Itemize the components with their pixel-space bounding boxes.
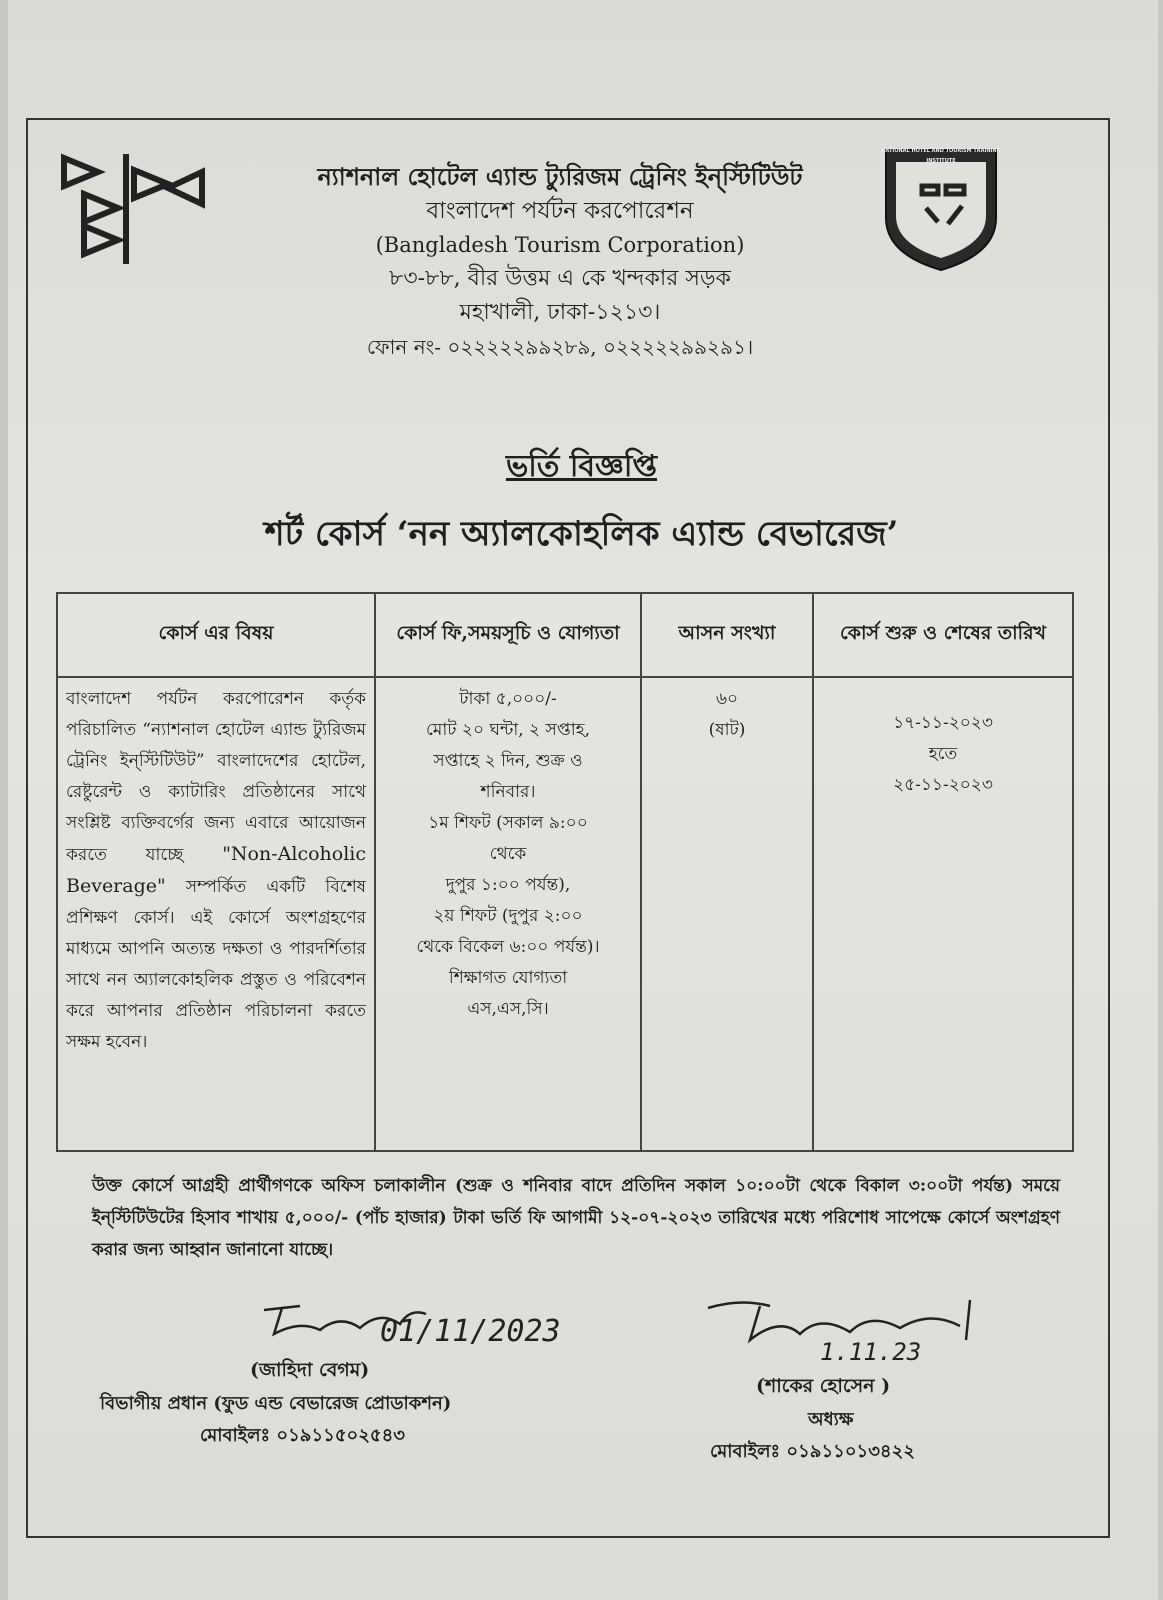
bpc-logo-icon (58, 148, 208, 270)
address-line-2: মহাখালী, ঢাকা-১২১৩। (459, 300, 661, 325)
handwritten-date-right: 1.11.23 (820, 1338, 922, 1366)
header-seats: আসন সংখ্যা (641, 593, 813, 677)
fee-cell (375, 677, 641, 1151)
subject-cell (57, 677, 375, 1151)
fee-line: ১ম শিফট (সকাল ৯:০০ (428, 813, 588, 833)
fee-line: টাকা ৫,০০০/- (459, 689, 557, 709)
seats-count: ৬০ (715, 689, 739, 709)
fee-line: থেকে (489, 844, 527, 864)
corporation-name-en: (Bangladesh Tourism Corporation) (375, 233, 745, 257)
signature-block-right (700, 1296, 1020, 1468)
signer-name-right: (শাকের হোসেন ) (756, 1375, 891, 1397)
signer-designation-left: বিভাগীয় প্রধান (ফুড এন্ড বেভারেজ প্রোডাকশন) (100, 1393, 452, 1414)
fee-line: শিক্ষাগত যোগ্যতা (448, 968, 568, 988)
fee-line: এস,এস,সি। (467, 999, 549, 1019)
handwritten-date-left: 01/11/2023 (380, 1314, 561, 1349)
fee-line: ২য় শিফট (দুপুর ২:০০ (433, 906, 583, 926)
date-end: ২৫-১১-২০২৩ (893, 775, 993, 795)
org-name: ন্যাশনাল হোটেল এ্যান্ড ট্যুরিজম ট্রেনিং ইন্‌স্টিটিউট (317, 162, 803, 191)
logo-right-caption: NATIONAL HOTEL AND TOURISM TRAINING INSTITUTE (881, 148, 1001, 164)
subject-text-2: সম্পর্কিত একটি বিশেষ প্রশিক্ষণ কোর্স। এই কোর্সে অংশগ্রহণের মাধ্যমে আপনি অত্যন্ত দক্ষতা ও পারদর্শিতার সাথে নন অ্যালকোহলিক প্রস্তুত ও পরিবেশন করে আপনার প্রতিষ্ঠান পরিচালনা করতে সক্ষম হবেন। (66, 877, 366, 1052)
course-info-table (56, 592, 1074, 1152)
signer-name-left: (জাহিদা বেগম) (250, 1359, 370, 1381)
header-fee: কোর্স ফি,সময়সূচি ও যোগ্যতা (375, 593, 641, 677)
signer-mobile-right: মোবাইলঃ ০১৯১১০১৩৪২২ (710, 1441, 915, 1462)
fee-line: শনিবার। (480, 782, 536, 802)
fee-line: মোট ২০ ঘন্টা, ২ সপ্তাহ, (426, 720, 590, 740)
notice-title: ভর্তি বিজ্ঞপ্তি (505, 449, 658, 484)
header-block (240, 160, 880, 364)
fee-line: দুপুর ১:০০ পর্যন্ত), (445, 875, 571, 895)
course-title: শর্ট কোর্স ‘নন অ্যালকোহলিক এ্যান্ড বেভারেজ’ (264, 514, 899, 554)
signer-mobile-left: মোবাইলঃ ০১৯১১৫০২৫৪৩ (200, 1425, 405, 1446)
header-dates: কোর্স শুরু ও শেষের তারিখ (813, 593, 1073, 677)
date-to: হতে (928, 744, 958, 764)
address-line-1: ৮৩-৮৮, বীর উত্তম এ কে খন্দকার সড়ক (389, 266, 731, 291)
signature-block-left (100, 1300, 580, 1452)
table-header-row (57, 593, 1073, 677)
fee-line: থেকে বিকেল ৬:০০ পর্যন্ত)। (416, 937, 600, 957)
dates-cell (813, 677, 1073, 1151)
admission-instructions: উক্ত কোর্সে আগ্রহী প্রার্থীগণকে অফিস চলাকালীন (শুক্র ও শনিবার বাদে প্রতিদিন সকাল ১০:০০টা থেকে বিকাল ৩:০০টা পর্যন্ত) সময়ে ইন্‌স্টিটিউটের হিসাব শাখায় ৫,০০০/- (পাঁচ হাজার) টাকা ভর্তি ফি আগামী ১২-০৭-২০২৩ তারিখের মধ্যে পরিশোধ সাপেক্ষে কোর্সে অংশগ্রহণ করার জন্য আহ্বান জানানো যাচ্ছে। (92, 1176, 1060, 1260)
phone-numbers: ফোন নং- ০২২২২২৯৯২৮৯, ০২২২২২৯৯২৯১। (366, 335, 754, 359)
seats-cell (641, 677, 813, 1151)
corporation-name: বাংলাদেশ পর্যটন করপোরেশন (426, 198, 694, 224)
subject-text-en: "Non-Alcoholic Beverage" (66, 843, 366, 897)
date-start: ১৭-১১-২০২৩ (893, 713, 993, 733)
seats-unit: (ষাট) (708, 720, 746, 740)
fee-line: সপ্তাহে ২ দিন, শুক্র ও (433, 751, 583, 771)
table-row (57, 677, 1073, 1151)
signer-designation-right: অধ্যক্ষ (808, 1409, 854, 1430)
subject-text-1: বাংলাদেশ পর্যটন করপোরেশন কর্তৃক পরিচালিত “ন্যাশনাল হোটেল এ্যান্ড ট্যুরিজম ট্রেনিং ইন্‌স্টিটিউট” বাংলাদেশের হোটেল, রেষ্টুরেন্ট ও ক্যাটারিং প্রতিষ্ঠানের সাথে সংশ্লিষ্ট ব্যক্তিবর্গের জন্য এবারে আয়োজন করতে যাচ্ছে (66, 689, 366, 865)
header-subject: কোর্স এর বিষয় (57, 593, 375, 677)
